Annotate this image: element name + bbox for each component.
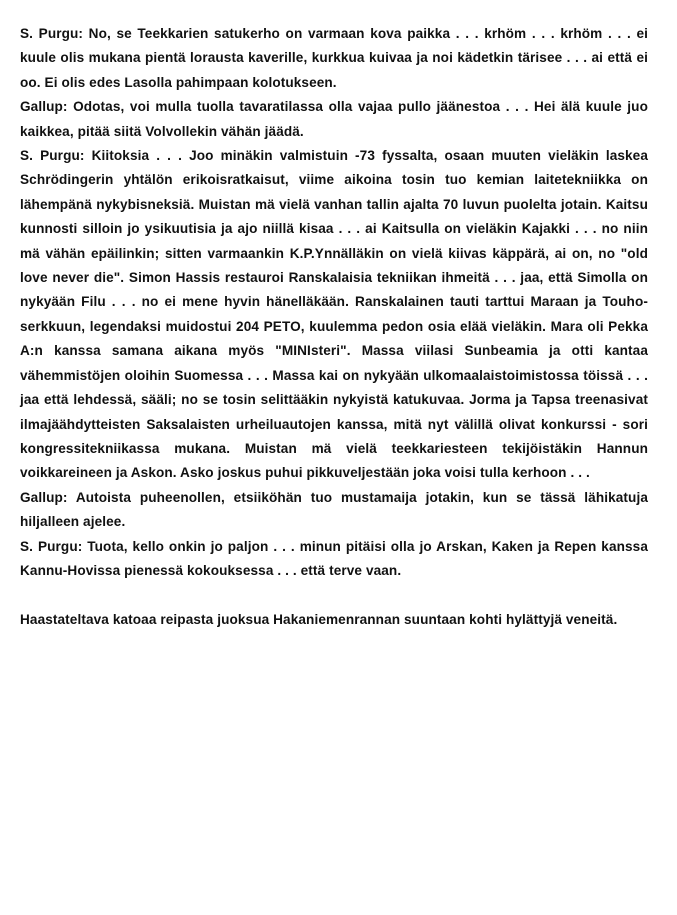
closing-paragraph: Haastateltava katoaa reipasta juoksua Hakaniemenrannan suuntaan kohti hylättyjä veneitä. <box>20 611 618 627</box>
interview-text <box>20 22 648 632</box>
purgu-paragraph-1: S. Purgu: No, se Teekkarien satukerho on varmaan kova paikka . . . krhöm . . . krhöm . . . ei kuule olis mukana pientä lorausta kaverille, kurkkua kuivaa ja noi kädetkin tärisee . . . ai että ei oo. Ei olis edes Lasolla pahimpaan kolotukseen. <box>20 26 648 90</box>
gallup-paragraph-2: Gallup: Autoista puheenollen, etsiiköhän tuo mustamaija jotakin, kun se tässä lähikatuja hiljalleen ajelee. <box>20 489 648 530</box>
paragraph-spacer <box>20 583 648 607</box>
purgu-paragraph-2: S. Purgu: Kiitoksia . . . Joo minäkin valmistuin -73 fyssalta, osaan muuten vieläkin laskea Schrödingerin yhtälön erikoisratkaisut, viime aikoina tosin tuo kemian laitetekniikka on lähempänä nykybisneksiä. Muistan mä vielä vanhan tallin ajalta 70 luvun puolelta jotain. Kaitsu kunnosti silloin jo ysikuutisia ja ajo niillä kisaa . . . ai Kaitsulla on vieläkin Kajakki . . . no niin mä vähän epäilinkin; sitten varmaankin K.P.Ynnälläkin on vielä kiivas käppärä, ai on, no "old love never die". Simon Hassis restauroi Ranskalaisia tekniikan ihmeitä . . . jaa, että Simolla on nykyään Filu . . . no ei mene hyvin hänelläkään. Ranskalainen tauti tarttui Maraan ja Touho-serkkuun, legendaksi muidostui 204 PETO, kuulemma pedon osia elää vieläkin. Mara oli Pekka A:n kanssa samana aikana myös "MINIsteri". Massa viilasi Sunbeamia ja otti kantaa vähemmistöjen oloihin Suomessa . . . Massa kai on nykyään ulkomaalaistoimistossa töissä . . . jaa että lehdessä, sääli; no se tosin selittääkin nykyistä katukuvaa. Jorma ja Tapsa treenasivat ilmajäähdytteisten Saksalaisten urheiluautojen kanssa, mitä nyt välillä olivat konkurssi - sori kongressitekniikassa mukana. Muistan mä vielä teekkariesteen tekijöistäkin Hannun voikkareineen ja Askon. Asko joskus puhui pikkuveljestään joka voisi tulla kerhoon . . . <box>20 148 648 481</box>
purgu-paragraph-3: S. Purgu: Tuota, kello onkin jo paljon . . . minun pitäisi olla jo Arskan, Kaken ja Repen kanssa Kannu-Hovissa pienessä kokouksessa . . . että terve vaan. <box>20 538 648 578</box>
gallup-paragraph-1: Gallup: Odotas, voi mulla tuolla tavaratilassa olla vajaa pullo jäänestoa . . . Hei älä kuule juo kaikkea, pitää siitä Volvollekin vähän jäädä. <box>20 99 648 139</box>
